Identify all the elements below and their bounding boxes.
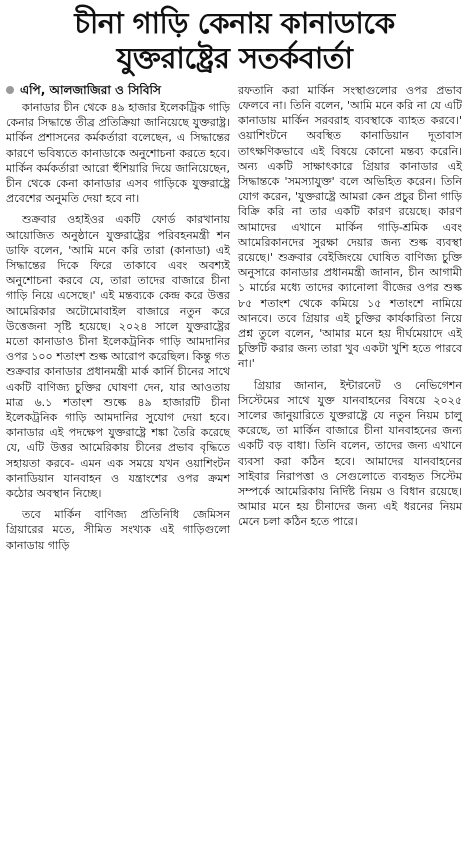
byline	[6, 83, 230, 98]
headline-line-2: যুক্তরাষ্ট্রের সতর্কবার্তা	[116, 41, 353, 76]
headline	[6, 6, 463, 77]
right-paragraph-2: গ্রিয়ার জানান, ইন্টারনেট ও নেভিগেশন সিস্টেমের সাথে যুক্ত যানবাহনের বিষয়ে ২০২৫ সালের জানুয়ারিতে যুক্তরাষ্ট্রে যে নতুন নিয়ম চালু করেছে, তা মার্কিন বাজারে চীনা যানবাহনের জন্য একটি বড় বাধা। তিনি বলেন, তাদের জন্য এখানে ব্যবসা করা কঠিন হবে। আমাদের যানবাহনের সাইবার নিরাপত্তা ও সেগুলোতে ব্যবহৃত সিস্টেম সম্পর্কে আমেরিকায় নির্দিষ্ট নিয়ম ও বিধান রয়েছে। আমার মনে হয় চীনাদের জন্য এই ধরনের নিয়ম মেনে চলা কঠিন হতে পারে।	[238, 378, 462, 529]
right-paragraph-1: রফতানি করা মার্কিন সংস্থাগুলোর ওপর প্রভাব ফেলবে না। তিনি বলেন, 'আমি মনে করি না যে এটি কানাডায় মার্কিন সরবরাহ ব্যবস্থাকে ব্যাহত করবে।' ওয়াশিংটনে অবস্থিত কানাডিয়ান দূতাবাস তাৎক্ষণিকভাবে এই বিষয়ে কোনো মন্তব্য করেনি। অন্য একটি সাক্ষাৎকারে গ্রিয়ার কানাডার এই সিদ্ধান্তকে 'সমস্যাযুক্ত' বলে অভিহিত করেন। তিনি যোগ করেন, 'যুক্তরাষ্ট্রে আমরা কেন প্রচুর চীনা গাড়ি বিক্রি করি না তার একটি কারণ রয়েছে। কারণ আমাদের এখানে মার্কিন গাড়ি-শ্রমিক এবং আমেরিকানদের সুরক্ষা দেয়ার জন্য শুল্ক ব্যবস্থা রয়েছে।' শুক্রবার বেইজিংয়ে ঘোষিত বাণিজ্য চুক্তি অনুসারে কানাডার প্রধানমন্ত্রী জানান, চীন আগামী ১ মার্চের মধ্যে তাদের ক্যানোলা বীজের ওপর শুল্ক ৮৫ শতাংশ থেকে কমিয়ে ১৫ শতাংশে নামিয়ে আনবে। তবে গ্রিয়ার এই চুক্তির কার্যকারিতা নিয়ে প্রশ্ন তুলে বলেন, 'আমার মনে হয় দীর্ঘমেয়াদে এই চুক্তিটি করার জন্য তারা খুব একটা খুশি হতে পারবে না।'	[238, 83, 462, 371]
headline-line-1: চীনা গাড়ি কেনায় কানাডাকে	[74, 6, 395, 40]
bullet-dot-icon	[6, 86, 14, 94]
left-paragraph-2: শুক্রবার ওহাইওর একটি ফোর্ড কারখানায় আয়োজিত অনুষ্ঠানে যুক্তরাষ্ট্রের পরিবহনমন্ত্রী শন ডাফি বলেন, 'আমি মনে করি তারা (কানাডা) এই সিদ্ধান্তের দিকে ফিরে তাকাবে এবং অবশ্যই অনুশোচনা করবে যে, তারা তাদের বাজারে চীনা গাড়ি নিয়ে এসেছে।' এই মন্তব্যকে কেন্দ্র করে উত্তর আমেরিকার অটোমোবাইল বাজারে নতুন করে উত্তেজনা সৃষ্টি হয়েছে। ২০২৪ সালে যুক্তরাষ্ট্রের মতো কানাডাও চীনা ইলেকট্রনিক গাড়ি আমদানির ওপর ১০০ শতাংশ শুল্ক আরোপ করেছিল। কিন্তু গত শুক্রবার কানাডার প্রধানমন্ত্রী মার্ক কার্নি চীনের সাথে একটি বাণিজ্য চুক্তির ঘোষণা দেন, যার আওতায় মাত্র ৬.১ শতাংশ শুল্কে ৪৯ হাজারটি চীনা ইলেকট্রনিক গাড়ি আমদানির সুযোগ দেয়া হবে। কানাডার এই পদক্ষেপ যুক্তরাষ্ট্রে শঙ্কা তৈরি করেছে যে, এটি উত্তর আমেরিকায় চীনের প্রভাব বৃদ্ধিতে সহায়তা করবে- এমন এক সময়ে যখন ওয়াশিংটন কানাডিয়ান যানবাহন ও যন্ত্রাংশের ওপর ক্রমশ কঠোর অবস্থান নিচ্ছে।	[6, 213, 230, 501]
left-paragraph-3: তবে মার্কিন বাণিজ্য প্রতিনিধি জেমিসন গ্রিয়ারের মতে, সীমিত সংখ্যক এই গাড়িগুলো কানাডায় গাড়ি	[6, 508, 230, 552]
right-column	[238, 83, 462, 861]
left-paragraph-1: কানাডার চীন থেকে ৪৯ হাজার ইলেকট্রিক গাড়ি কেনার সিদ্ধান্তে তীব্র প্রতিক্রিয়া জানিয়েছে যুক্তরাষ্ট্র। মার্কিন প্রশাসনের কর্মকর্তারা বলেছেন, এ সিদ্ধান্তের কারণে ভবিষ্যতে কানাডাকে অনুশোচনা করতে হবে। মার্কিন কর্মকর্তারা আরো হুঁশিয়ারি দিয়ে জানিয়েছেন, চীন থেকে কেনা কানাডার এসব গাড়িকে যুক্তরাষ্ট্রে প্রবেশের অনুমতি দেয়া হবে না।	[6, 100, 230, 206]
byline-text: এপি, আলজাজিরা ও সিবিসি	[20, 82, 161, 97]
article-body	[6, 83, 463, 861]
left-column	[6, 83, 230, 861]
